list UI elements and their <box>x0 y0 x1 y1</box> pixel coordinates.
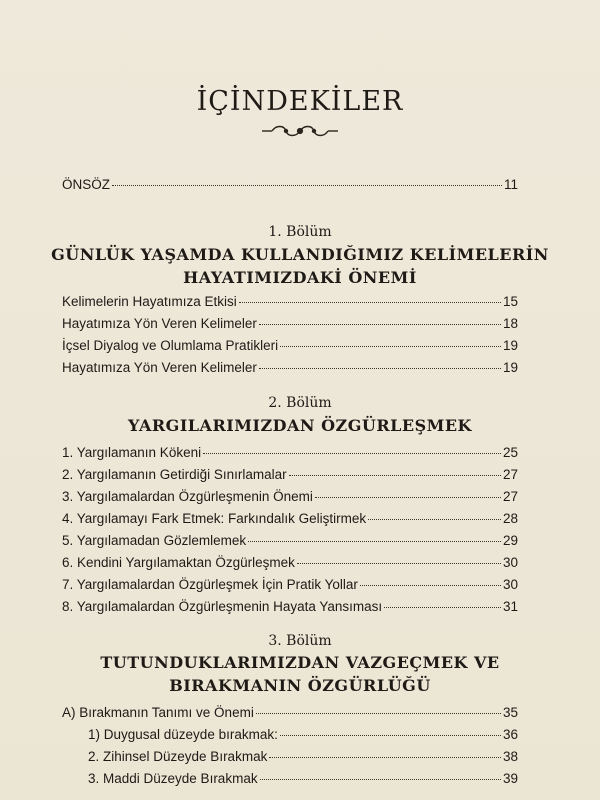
part-label: 2. Bölüm <box>268 395 332 411</box>
toc-entry[interactable] <box>62 445 518 460</box>
toc-entry-page: 38 <box>502 749 518 764</box>
toc-leader-dots <box>280 346 501 347</box>
toc-entry-label: ÖNSÖZ <box>62 177 111 192</box>
toc-leader-dots <box>289 475 501 476</box>
toc-leader-dots <box>315 497 501 498</box>
ornament-divider-icon <box>258 122 342 140</box>
toc-entry[interactable] <box>88 771 518 786</box>
toc-leader-dots <box>368 519 501 520</box>
toc-entry-label: 2. Zihinsel Düzeyde Bırakmak <box>88 749 268 764</box>
toc-entry-label: 5. Yargılamadan Gözlemlemek <box>62 533 247 548</box>
toc-entry-label: İçsel Diyalog ve Olumlama Pratikleri <box>62 338 279 353</box>
toc-entry-page: 28 <box>502 511 518 526</box>
toc-entry-page: 15 <box>502 294 518 309</box>
toc-entry[interactable] <box>62 467 518 482</box>
toc-leader-dots <box>112 185 502 186</box>
toc-leader-dots <box>203 453 501 454</box>
part-title: HAYATIMIZDAKİ ÖNEMİ <box>183 268 417 287</box>
toc-entry[interactable] <box>62 705 518 720</box>
part-title: GÜNLÜK YAŞAMDA KULLANDIĞIMIZ KELİMELERİN <box>51 245 549 264</box>
toc-leader-dots <box>248 541 501 542</box>
toc-leader-dots <box>259 324 501 325</box>
toc-entry-label: 8. Yargılamalardan Özgürleşmenin Hayata Yansıması <box>62 599 383 614</box>
toc-entry[interactable] <box>88 749 518 764</box>
toc-entry[interactable] <box>62 360 518 375</box>
toc-entry-label: Kelimelerin Hayatımıza Etkisi <box>62 294 237 309</box>
toc-entry-label: A) Bırakmanın Tanımı ve Önemi <box>62 705 254 720</box>
part-label: 1. Bölüm <box>268 224 332 240</box>
toc-entry-label: 1) Duygusal düzeyde bırakmak: <box>88 727 278 742</box>
toc-leader-dots <box>269 757 501 758</box>
toc-entry[interactable] <box>62 577 518 592</box>
toc-leader-dots <box>297 563 501 564</box>
toc-entry-page: 35 <box>502 705 518 720</box>
toc-entry-label: Hayatımıza Yön Veren Kelimeler <box>62 316 257 331</box>
toc-entry-page: 30 <box>502 555 518 570</box>
toc-entry[interactable] <box>62 338 518 353</box>
toc-entry-label: 4. Yargılamayı Fark Etmek: Farkındalık Geliştirmek <box>62 511 367 526</box>
toc-entry-label: 6. Kendini Yargılamaktan Özgürleşmek <box>62 555 295 570</box>
part-label: 3. Bölüm <box>268 633 332 649</box>
toc-entry[interactable] <box>62 555 518 570</box>
toc-entry-page: 29 <box>502 533 518 548</box>
toc-entry-page: 30 <box>502 577 518 592</box>
toc-entry-label: Hayatımıza Yön Veren Kelimeler <box>62 360 257 375</box>
toc-leader-dots <box>259 368 501 369</box>
page-title: İÇİNDEKİLER <box>196 86 404 117</box>
toc-entry-page: 27 <box>502 467 518 482</box>
toc-entry-page: 39 <box>502 771 518 786</box>
toc-entry-preface[interactable] <box>62 177 518 192</box>
toc-entry[interactable] <box>62 489 518 504</box>
toc-entry-page: 36 <box>502 727 518 742</box>
toc-leader-dots <box>260 779 501 780</box>
toc-entry-label: 3. Yargılamalardan Özgürleşmenin Önemi <box>62 489 313 504</box>
toc-entry-label: 2. Yargılamanın Getirdiği Sınırlamalar <box>62 467 287 482</box>
toc-leader-dots <box>256 713 501 714</box>
toc-entry-page: 19 <box>502 360 518 375</box>
toc-entry-page: 25 <box>502 445 518 460</box>
toc-entry-page: 27 <box>502 489 518 504</box>
part-title: YARGILARIMIZDAN ÖZGÜRLEŞMEK <box>128 416 472 435</box>
toc-entry[interactable] <box>62 294 518 309</box>
toc-leader-dots <box>360 585 501 586</box>
toc-entry[interactable] <box>88 727 518 742</box>
toc-entry-page: 19 <box>502 338 518 353</box>
part-title: BIRAKMANIN ÖZGÜRLÜĞÜ <box>169 676 431 695</box>
toc-entry-label: 3. Maddi Düzeyde Bırakmak <box>88 771 258 786</box>
toc-entry-page: 18 <box>502 316 518 331</box>
toc-leader-dots <box>239 302 501 303</box>
part-title: TUTUNDUKLARIMIZDAN VAZGEÇMEK VE <box>100 653 500 672</box>
toc-entry-page: 11 <box>503 177 518 192</box>
toc-entry[interactable] <box>62 316 518 331</box>
toc-entry[interactable] <box>62 533 518 548</box>
toc-entry-page: 31 <box>502 599 518 614</box>
toc-entry-label: 1. Yargılamanın Kökeni <box>62 445 202 460</box>
toc-entry-label: 7. Yargılamalardan Özgürleşmek İçin Pratik Yollar <box>62 577 358 592</box>
toc-entry[interactable] <box>62 599 518 614</box>
toc-leader-dots <box>384 607 501 608</box>
toc-entry[interactable] <box>62 511 518 526</box>
toc-leader-dots <box>280 735 501 736</box>
